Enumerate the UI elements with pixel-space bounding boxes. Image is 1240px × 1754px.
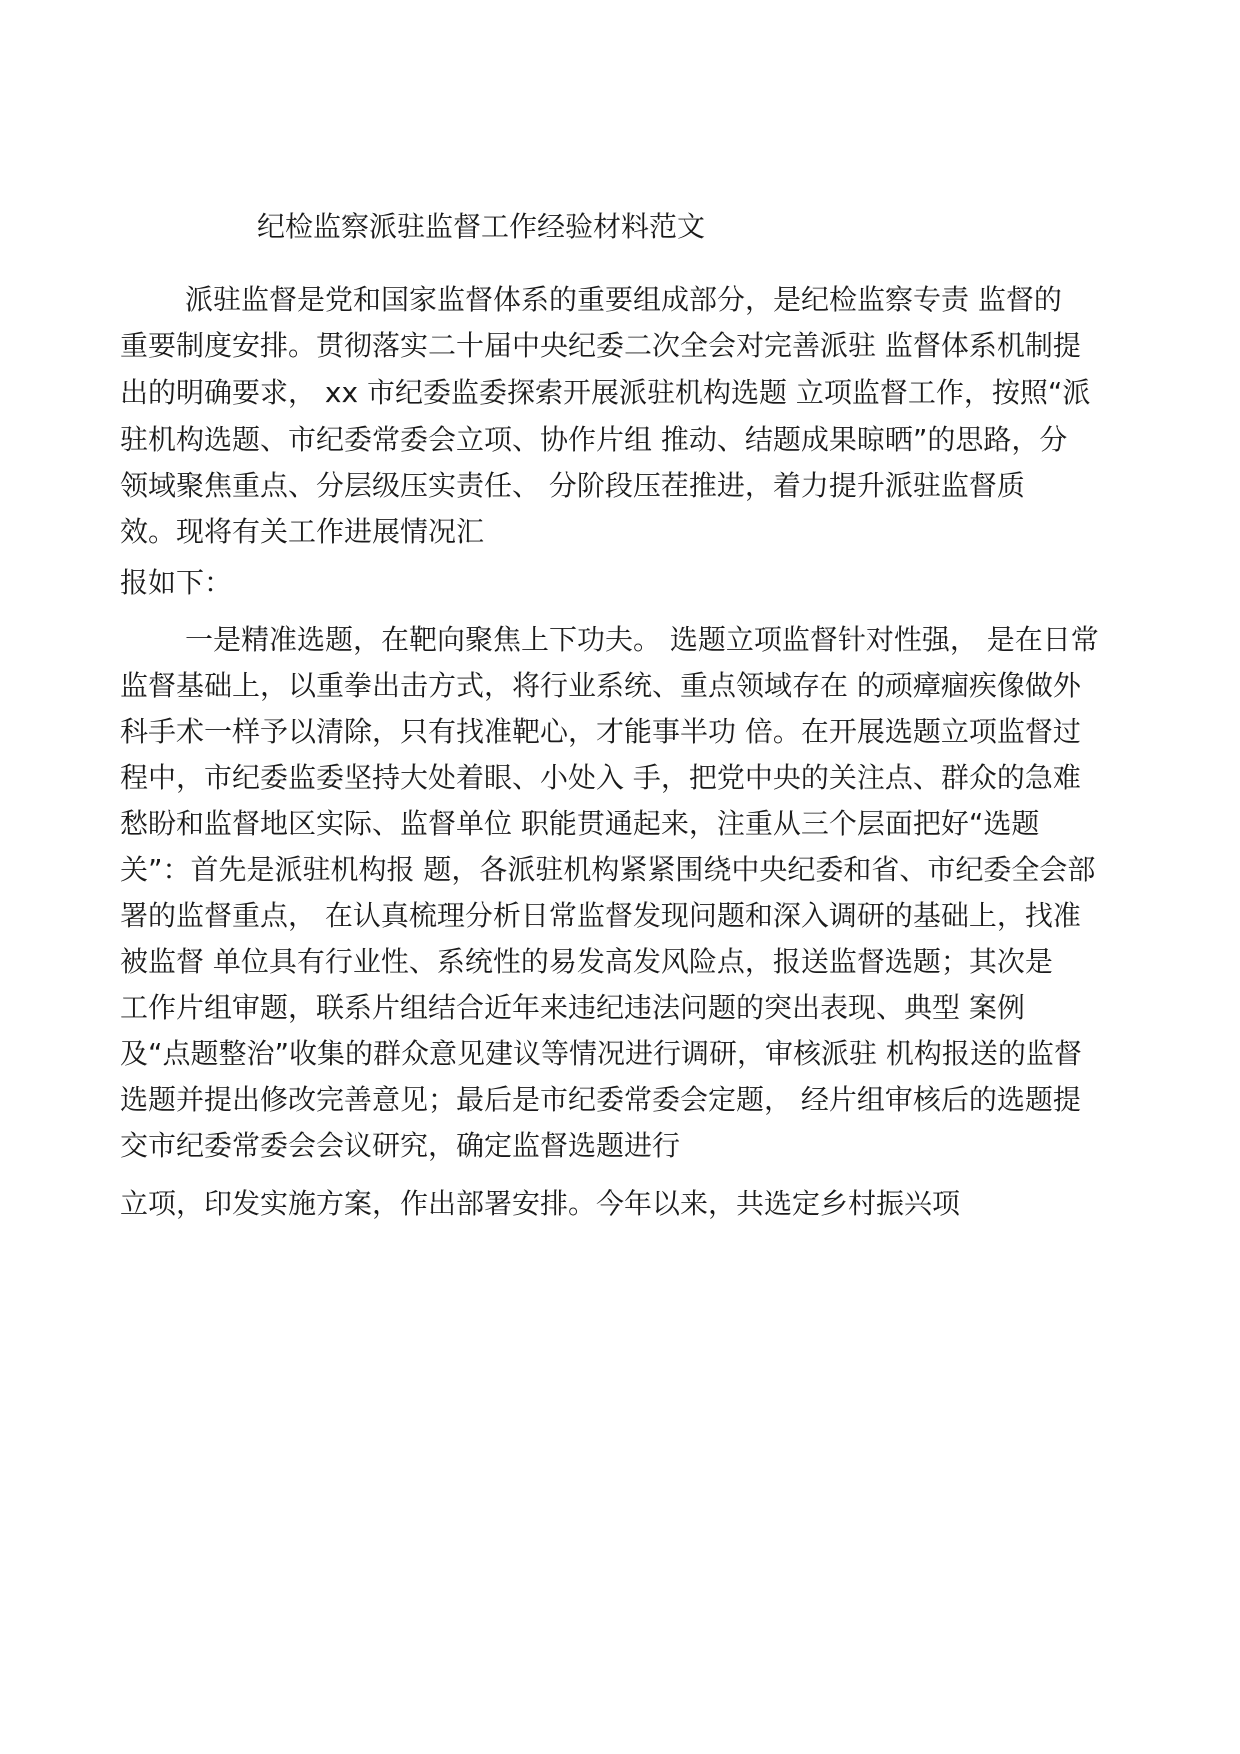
text-line: 重要制度安排。贯彻落实二十届中央纪委二次全会对完善派驻 监督体系机制提 bbox=[120, 329, 1081, 362]
text-line: 一是精准选题，在靶向聚焦上下功夫。 选题立项监督针对性强， 是在日常 bbox=[185, 623, 1099, 656]
text-line: 驻机构选题、市纪委常委会立项、协作片组 推动、结题成果晾晒”的思路，分 bbox=[120, 423, 1068, 456]
text-line: 报如下： bbox=[120, 566, 233, 599]
text-line: 程中，市纪委监委坚持大处着眼、小处入 手，把党中央的关注点、群众的急难 bbox=[120, 761, 1081, 794]
text-line: 署的监督重点， 在认真梳理分析日常监督发现问题和深入调研的基础上，找准 bbox=[120, 899, 1081, 932]
text-line: 派驻监督是党和国家监督体系的重要组成部分，是纪检监察专责 监督的 bbox=[185, 283, 1062, 316]
text-line: 关”：首先是派驻机构报 题，各派驻机构紧紧围绕中央纪委和省、市纪委全会部 bbox=[120, 853, 1096, 886]
text-line: 出的明确要求， xx 市纪委监委探索开展派驻机构选题 立项监督工作，按照“派 bbox=[120, 376, 1091, 409]
text-line: 被监督 单位具有行业性、系统性的易发高发风险点，报送监督选题；其次是 bbox=[120, 945, 1053, 978]
text-line: 科手术一样予以清除，只有找准靶心，才能事半功 倍。在开展选题立项监督过 bbox=[120, 715, 1081, 748]
text-line: 工作片组审题，联系片组结合近年来违纪违法问题的突出表现、典型 案例 bbox=[120, 991, 1025, 1024]
text-line: 交市纪委常委会会议研究，确定监督选题进行 bbox=[120, 1129, 681, 1162]
text-line: 愁盼和监督地区实际、监督单位 职能贯通起来，注重从三个层面把好“选题 bbox=[120, 807, 1040, 840]
text-line: 选题并提出修改完善意见；最后是市纪委常委会定题， 经片组审核后的选题提 bbox=[120, 1083, 1081, 1116]
text-line: 效。现将有关工作进展情况汇 bbox=[120, 515, 485, 548]
text-line: 立项，印发实施方案，作出部署安排。今年以来，共选定乡村振兴项 bbox=[120, 1187, 961, 1220]
text-line: 及“点题整治”收集的群众意见建议等情况进行调研，审核派驻 机构报送的监督 bbox=[120, 1037, 1082, 1070]
text-line: 监督基础上，以重拳出击方式，将行业系统、重点领域存在 的顽瘴痼疾像做外 bbox=[120, 669, 1081, 702]
document-title: 纪检监察派驻监督工作经验材料范文 bbox=[257, 210, 706, 243]
text-line: 领域聚焦重点、分层级压实责任、 分阶段压茬推进，着力提升派驻监督质 bbox=[120, 469, 1025, 502]
